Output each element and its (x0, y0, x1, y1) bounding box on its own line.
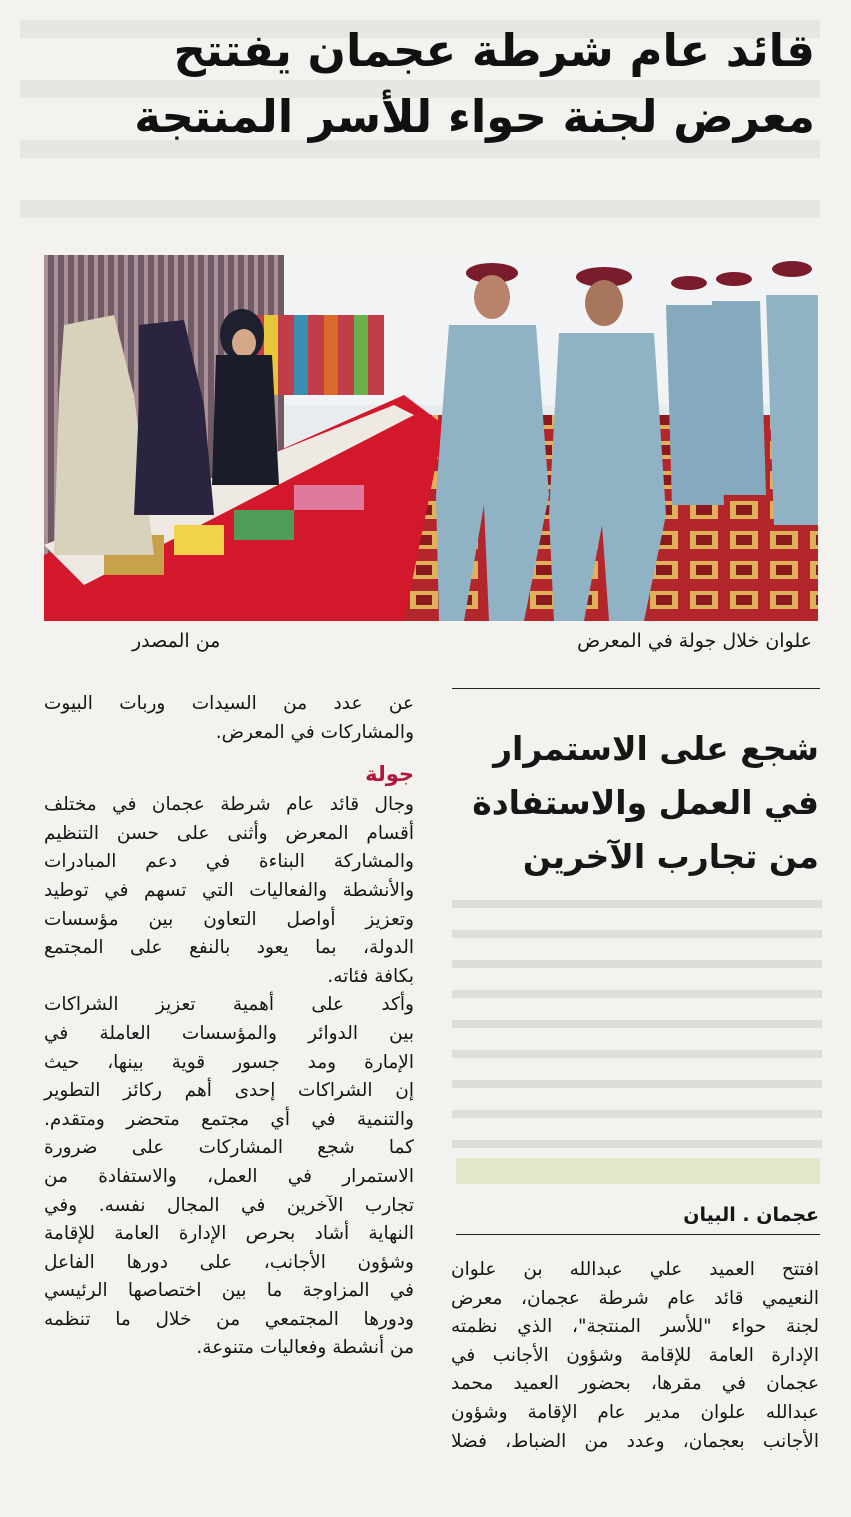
pull-quote-line-2: في العمل والاستفادة (472, 783, 819, 822)
photo-caption-row (44, 626, 818, 662)
headline (55, 18, 815, 150)
text-line: بين الدوائر والمؤسسات العاملة في (44, 1022, 414, 1044)
text-line: وأكد على أهمية تعزيز الشراكات (44, 994, 414, 1016)
text-line: والمشاركات في المعرض. (215, 721, 414, 743)
text-line: الأجانب بعجمان، وعدد من الضباط، فضلا (451, 1430, 819, 1452)
text-line: الإمارة ومد جسور قوية بينها، حيث (44, 1051, 414, 1073)
article-photo (44, 255, 818, 621)
text-line: لجنة حواء "للأسر المنتجة"، الذي نظمته (451, 1316, 819, 1338)
text-line: من أنشطة وفعاليات متنوعة. (196, 1337, 414, 1359)
headline-line-2: معرض لجنة حواء للأسر المنتجة (134, 90, 815, 143)
text-line: وجال قائد عام شرطة عجمان في مختلف (44, 794, 414, 816)
text-line: الإدارة العامة للإقامة وشؤون الأجانب في (451, 1344, 819, 1366)
text-line: افتتح العميد علي عبدالله بن علوان (451, 1259, 819, 1280)
lead-paragraph (451, 1256, 819, 1456)
text-line: عجمان في مقرها، بحضور العميد محمد (451, 1373, 819, 1395)
headline-line-1: قائد عام شرطة عجمان يفتتح (173, 24, 815, 77)
text-line: عبدالله علوان مدير عام الإقامة وشؤون (451, 1401, 819, 1423)
continuation-paragraph (44, 690, 414, 747)
text-line: كما شجع المشاركات على ضرورة (44, 1137, 414, 1159)
text-line: والتنمية في أي مجتمع متحضر ومتقدم. (44, 1108, 414, 1130)
bleed-through-text (452, 900, 822, 1150)
text-line: النهاية أشاد بحرص الإدارة العامة للإقامة (44, 1223, 414, 1245)
highlight-bar (456, 1158, 820, 1184)
text-line: والأنشطة والفعاليات التي تسهم في توطيد (44, 879, 414, 901)
pull-quote (459, 722, 819, 884)
text-line: والمشاركة البناءة في دعم المبادرات (44, 851, 414, 873)
pull-quote-line-1: شجع على الاستمرار (493, 729, 819, 768)
text-line: وتعزيز أواصل التعاون بين مؤسسات (44, 908, 414, 930)
text-line: إن الشراكات إحدى أهم ركائز التطوير (44, 1080, 414, 1102)
text-line: تجارب الآخرين في المجال نفسه. وفي (44, 1194, 414, 1216)
photo-caption: علوان خلال جولة في المعرض (577, 630, 812, 652)
text-line: النعيمي قائد عام شرطة عجمان، معرض (451, 1287, 819, 1309)
byline: عجمان . البيان (683, 1204, 819, 1226)
text-line: وشؤون الأجانب، على دورها الفاعل (44, 1251, 414, 1273)
subhead-tour: جولة (365, 762, 414, 787)
column-rule-top (452, 688, 820, 689)
pull-quote-line-3: من تجارب الآخرين (522, 837, 819, 876)
photo-credit: من المصدر (132, 630, 221, 652)
text-line: ودورها المجتمعي من خلال ما تنظمه (44, 1308, 414, 1330)
tour-paragraph (44, 791, 414, 991)
partnership-paragraph (44, 991, 414, 1363)
text-line: عن عدد من السيدات وربات البيوت (44, 693, 414, 714)
left-column (44, 690, 414, 1363)
byline-rule (456, 1234, 820, 1235)
text-line: بكافة فئاته. (327, 965, 414, 987)
text-line: الاستمرار في العمل، والاستفادة من (44, 1165, 414, 1187)
text-line: الدولة، بما يعود بالنفع على المجتمع (44, 937, 414, 959)
text-line: أقسام المعرض وأثنى على حسن التنظيم (44, 822, 414, 844)
text-line: في المزاوجة ما بين اختصاصها الرئيسي (44, 1280, 414, 1302)
